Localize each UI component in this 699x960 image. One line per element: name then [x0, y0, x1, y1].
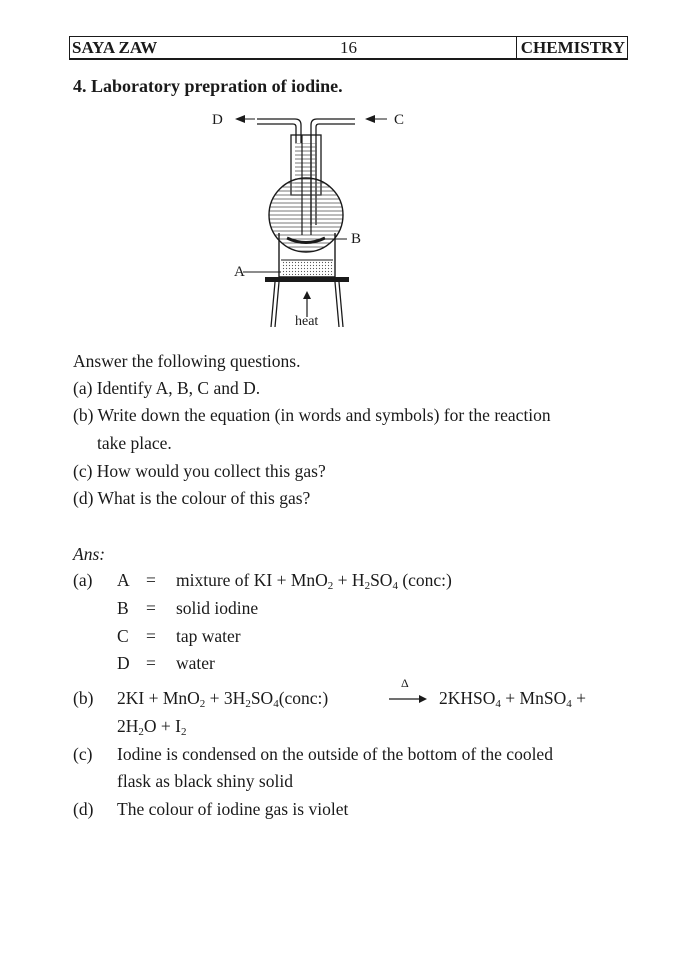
equation-rhs: $2KHSO_4$ + MnSO$_4$ +: [439, 688, 586, 710]
author-name: SAYA ZAW: [72, 38, 158, 57]
answer-b-key: B: [117, 598, 129, 618]
answer-a-key: A: [117, 570, 130, 590]
answer-c-key: C: [117, 626, 129, 646]
label-heat: heat: [295, 314, 319, 329]
answer-d-marker: (d): [73, 799, 94, 819]
answer-d-eq: =: [146, 653, 156, 673]
heat-symbol: Δ: [401, 676, 409, 690]
answer-d-line: The colour of iodine gas is violet: [117, 799, 349, 819]
equation-lhs: $2KI + MnO_2 + 3H_2SO_4(conc:)$: [117, 688, 329, 710]
answer-b-eq: =: [146, 598, 156, 618]
reaction-mixture: [281, 260, 333, 275]
apparatus-svg: [195, 105, 425, 335]
label-d: D: [212, 112, 223, 128]
answer-d-key: D: [117, 653, 130, 673]
question-b-line2: take place.: [97, 433, 172, 453]
answer-c-line2: flask as black shiny solid: [117, 771, 293, 791]
question-title: 4. Laboratory prepration of iodine.: [73, 76, 343, 96]
answer-d-text: water: [176, 653, 215, 673]
question-c: (c) How would you collect this gas?: [73, 461, 326, 481]
tripod-top: [265, 277, 349, 282]
answer-b-marker: (b): [73, 688, 94, 708]
question-d: (d) What is the colour of this gas?: [73, 488, 311, 508]
answer-a-eq: =: [146, 570, 156, 590]
equation-line2: $2H_2O + I_2$: [117, 716, 187, 738]
apparatus-diagram: [195, 105, 425, 340]
answer-c-marker: (c): [73, 744, 93, 764]
subject-name: CHEMISTRY: [516, 37, 625, 58]
answer-c-eq: =: [146, 626, 156, 646]
outlet-tube-d: [257, 119, 301, 143]
reaction-arrow: [389, 694, 429, 704]
answer-c-line1: Iodine is condensed on the outside of the bottom of the cooled: [117, 744, 553, 764]
answer-b-text: solid iodine: [176, 598, 259, 618]
label-b: B: [351, 231, 362, 247]
question-a: (a) Identify A, B, C and D.: [73, 378, 261, 398]
answer-a-text: mixture of KI + $MnO_2 + H_2SO_4$ (conc:): [176, 570, 452, 592]
label-c: C: [394, 112, 405, 128]
answer-c-text: tap water: [176, 626, 241, 646]
label-a: A: [234, 264, 245, 280]
page-header: [69, 36, 628, 60]
questions-intro: Answer the following questions.: [73, 351, 301, 371]
answer-a-marker: (a): [73, 570, 93, 590]
answer-label: Ans:: [73, 544, 106, 564]
question-b-line1: (b) Write down the equation (in words and symbols) for the reaction: [73, 405, 551, 425]
page-number: 16: [340, 38, 357, 57]
